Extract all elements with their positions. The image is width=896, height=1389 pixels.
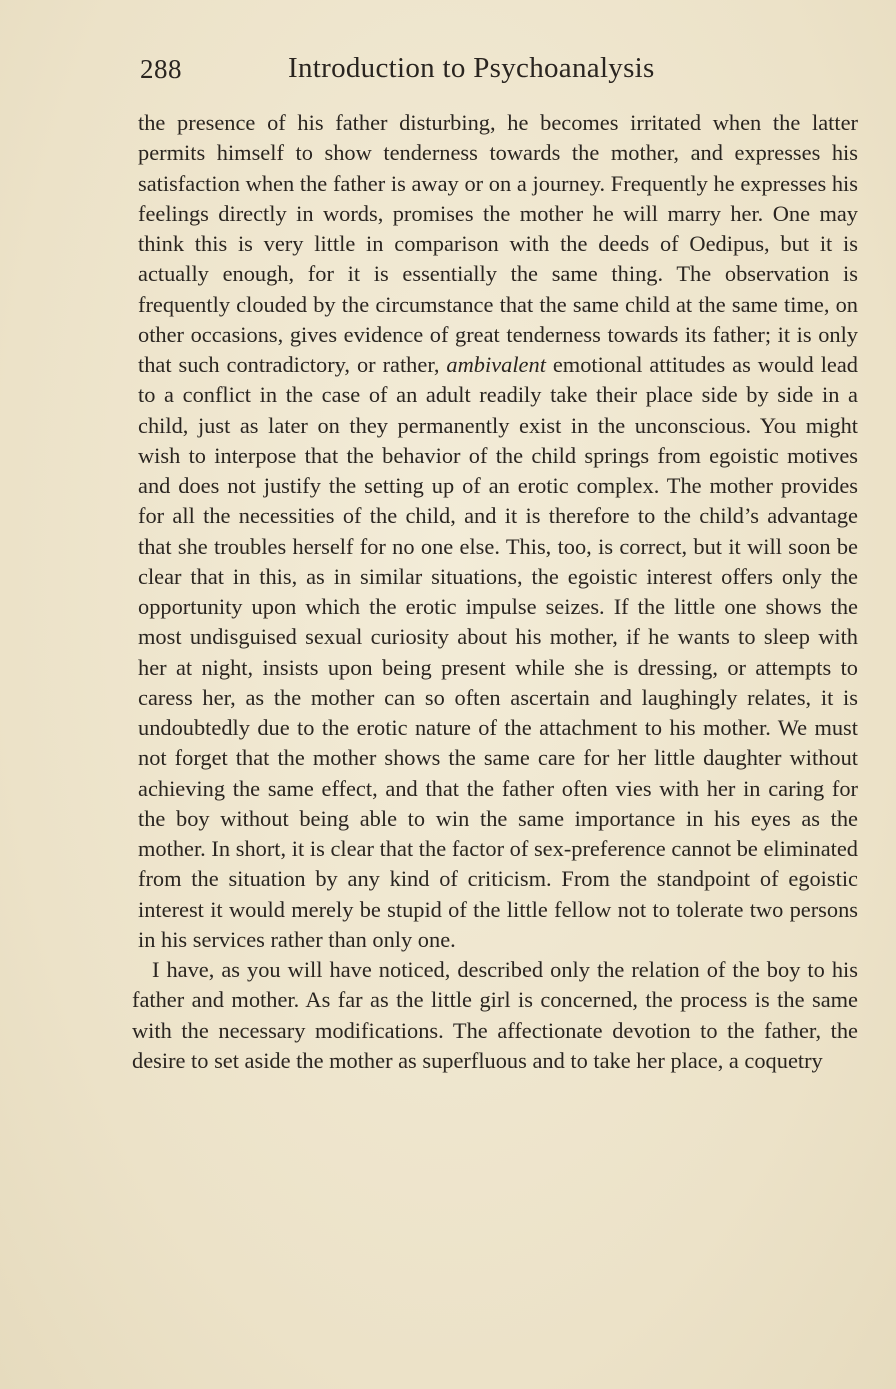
page-number: 288 [140, 54, 182, 84]
emphasis-ambivalent: ambivalent [446, 352, 546, 377]
paragraph-2: I have, as you will have noticed, described only the relation of the boy to his father and mother. As far as the little girl is concerned, the process is the same with the necessary modifications. The affectionate devotion to the father, the desire to set aside the mother as superfluous and to take her place, a coquetry [132, 957, 858, 1073]
running-title: Introduction to Psychoanalysis [288, 52, 655, 84]
paragraph-1-text-before: the presence of his father disturbing, he becomes irritated when the latter permits himself to show tenderness towards the mother, and expresses his satisfaction when the father is away or on a journey. Frequently he expresses his feelings directly in words, promises the mother he will marry her. One may think this is very little in comparison with the deeds of Oedipus, but it is actually enough, for it is essentially the same thing. The observation is frequently clouded by the circumstance that the same child at the same time, on other occasions, gives evidence of great tenderness towards its father; it is only that such contradictory, or rather, [138, 110, 858, 377]
paragraph-1 [132, 108, 858, 955]
body-text [132, 108, 858, 1076]
running-head [140, 50, 860, 90]
paragraph-1-text-after: emotional attitudes as would lead to a conflict in the case of an adult readily take their place side by side in a child, just as later on they permanently exist in the unconscious. You might wish to interpose that the behavior of the child springs from egoistic motives and does not justify the setting up of an erotic complex. The mother provides for all the necessities of the child, and it is therefore to the child’s advantage that she troubles herself for no one else. This, too, is correct, but it will soon be clear that in this, as in similar situations, the egoistic interest offers only the opportunity upon which the erotic impulse seizes. If the little one shows the most undisguised sexual curiosity about his mother, if he wants to sleep with her at night, insists upon being present while she is dressing, or attempts to caress her, as the mother can so often ascertain and laughingly relates, it is undoubtedly due to the erotic nature of the attachment to his mother. We must not forget that the mother shows the same care for her little daughter without achieving the same effect, and that the father often vies with her in caring for the boy without being able to win the same importance in his eyes as the mother. In short, it is clear that the factor of sex-preference cannot be eliminated from the situation by any kind of criticism. From the standpoint of egoistic interest it would merely be stupid of the little fellow not to tolerate two persons in his services rather than only one. [138, 352, 858, 952]
